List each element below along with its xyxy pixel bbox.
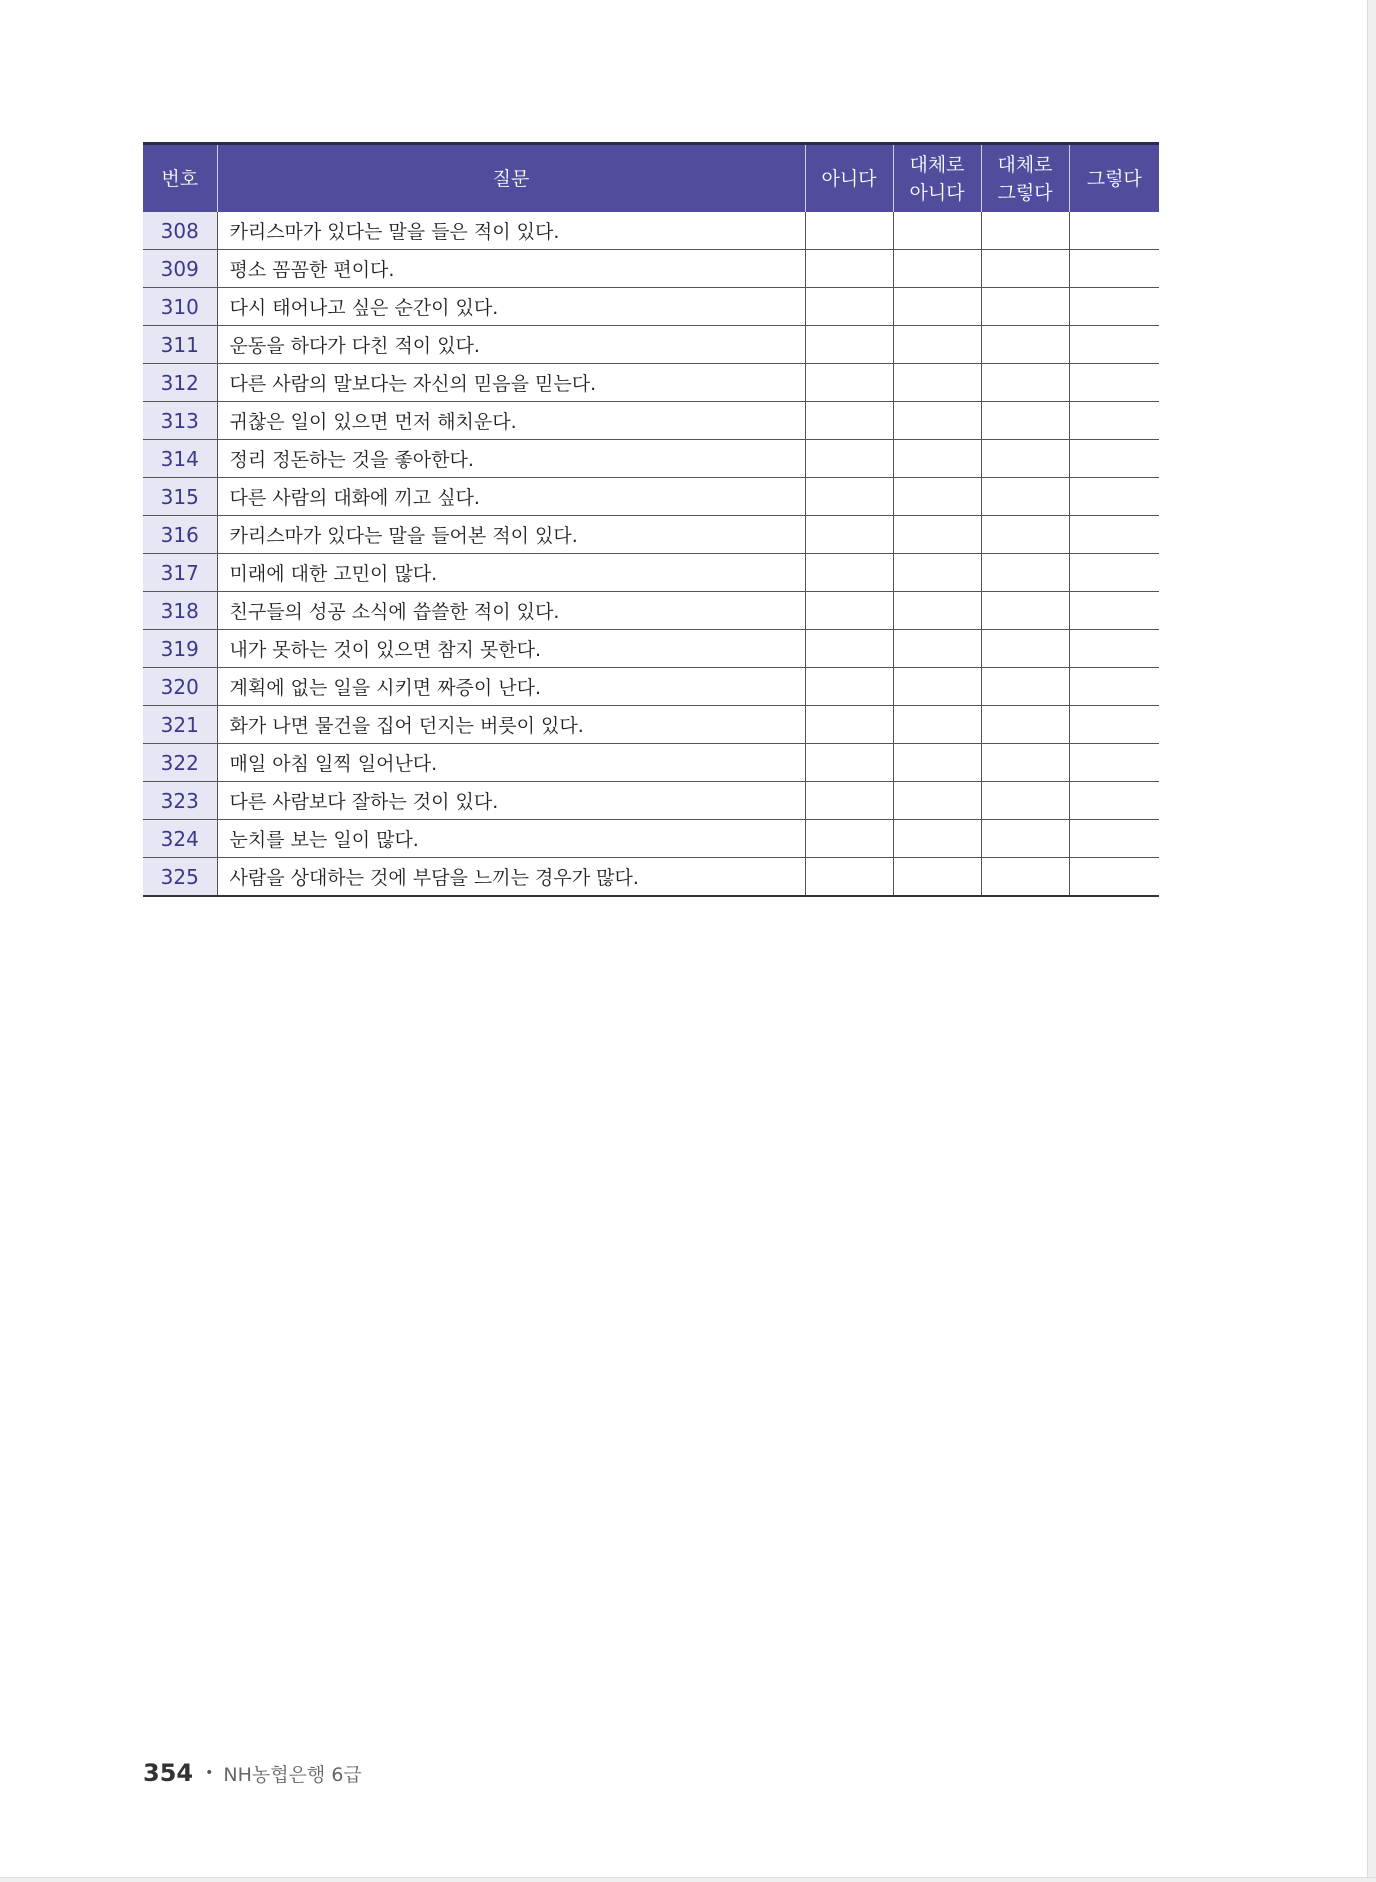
header-mostly-yes-line1: 대체로 [997, 153, 1053, 176]
header-mostly-no [893, 144, 981, 213]
answer-mostly-yes-cell[interactable] [981, 820, 1069, 858]
header-number: 번호 [143, 144, 217, 213]
header-question: 질문 [217, 144, 805, 213]
answer-yes-cell[interactable] [1069, 592, 1159, 630]
answer-mostly-no-cell[interactable] [893, 630, 981, 668]
table-row [143, 250, 1159, 288]
answer-no-cell[interactable] [805, 668, 893, 706]
question-number: 314 [143, 440, 217, 478]
answer-no-cell[interactable] [805, 516, 893, 554]
answer-no-cell[interactable] [805, 250, 893, 288]
answer-mostly-no-cell[interactable] [893, 212, 981, 250]
header-mostly-no-line1: 대체로 [909, 153, 965, 176]
question-text: 다시 태어나고 싶은 순간이 있다. [217, 288, 805, 326]
answer-no-cell[interactable] [805, 440, 893, 478]
answer-mostly-no-cell[interactable] [893, 402, 981, 440]
answer-no-cell[interactable] [805, 630, 893, 668]
answer-mostly-yes-cell[interactable] [981, 554, 1069, 592]
question-number: 315 [143, 478, 217, 516]
answer-mostly-no-cell[interactable] [893, 744, 981, 782]
table-row [143, 326, 1159, 364]
answer-mostly-no-cell[interactable] [893, 516, 981, 554]
question-number: 309 [143, 250, 217, 288]
question-text: 다른 사람의 대화에 끼고 싶다. [217, 478, 805, 516]
answer-yes-cell[interactable] [1069, 440, 1159, 478]
page-edge-bottom [0, 1877, 1376, 1882]
answer-no-cell[interactable] [805, 478, 893, 516]
answer-mostly-no-cell[interactable] [893, 250, 981, 288]
question-number: 308 [143, 212, 217, 250]
answer-yes-cell[interactable] [1069, 364, 1159, 402]
answer-mostly-no-cell[interactable] [893, 440, 981, 478]
personality-survey-table [143, 142, 1159, 897]
table-row [143, 516, 1159, 554]
question-text: 카리스마가 있다는 말을 들어본 적이 있다. [217, 516, 805, 554]
answer-mostly-yes-cell[interactable] [981, 706, 1069, 744]
answer-yes-cell[interactable] [1069, 706, 1159, 744]
question-text: 카리스마가 있다는 말을 들은 적이 있다. [217, 212, 805, 250]
answer-no-cell[interactable] [805, 212, 893, 250]
table-row [143, 630, 1159, 668]
answer-mostly-yes-cell[interactable] [981, 288, 1069, 326]
question-text: 계획에 없는 일을 시키면 짜증이 난다. [217, 668, 805, 706]
question-text: 귀찮은 일이 있으면 먼저 해치운다. [217, 402, 805, 440]
answer-no-cell[interactable] [805, 706, 893, 744]
table-row [143, 554, 1159, 592]
table-row [143, 668, 1159, 706]
question-number: 319 [143, 630, 217, 668]
answer-mostly-no-cell[interactable] [893, 288, 981, 326]
answer-yes-cell[interactable] [1069, 402, 1159, 440]
answer-mostly-no-cell[interactable] [893, 858, 981, 897]
answer-yes-cell[interactable] [1069, 516, 1159, 554]
answer-no-cell[interactable] [805, 326, 893, 364]
bullet-separator: • [205, 1765, 214, 1781]
answer-no-cell[interactable] [805, 402, 893, 440]
answer-yes-cell[interactable] [1069, 744, 1159, 782]
table-row [143, 706, 1159, 744]
answer-mostly-yes-cell[interactable] [981, 326, 1069, 364]
table-row [143, 402, 1159, 440]
answer-mostly-no-cell[interactable] [893, 820, 981, 858]
question-text: 다른 사람보다 잘하는 것이 있다. [217, 782, 805, 820]
question-text: 내가 못하는 것이 있으면 참지 못한다. [217, 630, 805, 668]
question-text: 미래에 대한 고민이 많다. [217, 554, 805, 592]
answer-mostly-yes-cell[interactable] [981, 858, 1069, 897]
table-row [143, 744, 1159, 782]
question-text: 다른 사람의 말보다는 자신의 믿음을 믿는다. [217, 364, 805, 402]
header-mostly-yes-line2: 그렇다 [997, 181, 1053, 204]
answer-yes-cell[interactable] [1069, 668, 1159, 706]
answer-no-cell[interactable] [805, 364, 893, 402]
answer-mostly-no-cell[interactable] [893, 554, 981, 592]
page-number: 354 [143, 1759, 194, 1787]
answer-mostly-no-cell[interactable] [893, 478, 981, 516]
answer-yes-cell[interactable] [1069, 630, 1159, 668]
question-number: 318 [143, 592, 217, 630]
answer-mostly-yes-cell[interactable] [981, 364, 1069, 402]
table-row [143, 288, 1159, 326]
header-yes: 그렇다 [1069, 144, 1159, 213]
table-row [143, 212, 1159, 250]
answer-yes-cell[interactable] [1069, 478, 1159, 516]
question-number: 324 [143, 820, 217, 858]
answer-no-cell[interactable] [805, 288, 893, 326]
answer-mostly-no-cell[interactable] [893, 782, 981, 820]
answer-mostly-yes-cell[interactable] [981, 478, 1069, 516]
answer-yes-cell[interactable] [1069, 288, 1159, 326]
question-text: 친구들의 성공 소식에 씁쓸한 적이 있다. [217, 592, 805, 630]
answer-mostly-no-cell[interactable] [893, 592, 981, 630]
answer-mostly-yes-cell[interactable] [981, 744, 1069, 782]
question-text: 화가 나면 물건을 집어 던지는 버릇이 있다. [217, 706, 805, 744]
header-mostly-yes [981, 144, 1069, 213]
table-row [143, 364, 1159, 402]
question-number: 322 [143, 744, 217, 782]
answer-mostly-yes-cell[interactable] [981, 516, 1069, 554]
answer-yes-cell[interactable] [1069, 782, 1159, 820]
question-number: 321 [143, 706, 217, 744]
answer-mostly-yes-cell[interactable] [981, 402, 1069, 440]
answer-mostly-yes-cell[interactable] [981, 440, 1069, 478]
question-text: 매일 아침 일찍 일어난다. [217, 744, 805, 782]
question-text: 평소 꼼꼼한 편이다. [217, 250, 805, 288]
table-row [143, 478, 1159, 516]
question-number: 311 [143, 326, 217, 364]
question-number: 317 [143, 554, 217, 592]
answer-mostly-no-cell[interactable] [893, 668, 981, 706]
question-number: 313 [143, 402, 217, 440]
question-number: 310 [143, 288, 217, 326]
question-text: 사람을 상대하는 것에 부담을 느끼는 경우가 많다. [217, 858, 805, 897]
table-row [143, 782, 1159, 820]
answer-yes-cell[interactable] [1069, 212, 1159, 250]
answer-mostly-yes-cell[interactable] [981, 212, 1069, 250]
answer-mostly-no-cell[interactable] [893, 364, 981, 402]
page-edge-right [1367, 0, 1376, 1882]
answer-mostly-yes-cell[interactable] [981, 782, 1069, 820]
table-row [143, 592, 1159, 630]
answer-no-cell[interactable] [805, 820, 893, 858]
answer-mostly-yes-cell[interactable] [981, 630, 1069, 668]
answer-yes-cell[interactable] [1069, 326, 1159, 364]
answer-yes-cell[interactable] [1069, 554, 1159, 592]
answer-mostly-yes-cell[interactable] [981, 668, 1069, 706]
question-number: 312 [143, 364, 217, 402]
table-row [143, 440, 1159, 478]
answer-yes-cell[interactable] [1069, 820, 1159, 858]
question-text: 정리 정돈하는 것을 좋아한다. [217, 440, 805, 478]
header-mostly-no-line2: 아니다 [909, 181, 965, 204]
question-number: 323 [143, 782, 217, 820]
answer-no-cell[interactable] [805, 592, 893, 630]
answer-yes-cell[interactable] [1069, 858, 1159, 897]
question-text: 운동을 하다가 다친 적이 있다. [217, 326, 805, 364]
answer-mostly-yes-cell[interactable] [981, 592, 1069, 630]
question-number: 320 [143, 668, 217, 706]
header-no: 아니다 [805, 144, 893, 213]
book-title: NH농협은행 6급 [223, 1763, 362, 1786]
answer-mostly-yes-cell[interactable] [981, 250, 1069, 288]
question-text: 눈치를 보는 일이 많다. [217, 820, 805, 858]
answer-no-cell[interactable] [805, 782, 893, 820]
page-footer [143, 1756, 362, 1790]
table-header-row [143, 144, 1159, 213]
question-number: 316 [143, 516, 217, 554]
answer-mostly-no-cell[interactable] [893, 326, 981, 364]
answer-no-cell[interactable] [805, 554, 893, 592]
answer-no-cell[interactable] [805, 858, 893, 897]
answer-no-cell[interactable] [805, 744, 893, 782]
table-row [143, 858, 1159, 897]
answer-mostly-no-cell[interactable] [893, 706, 981, 744]
table-row [143, 820, 1159, 858]
answer-yes-cell[interactable] [1069, 250, 1159, 288]
question-number: 325 [143, 858, 217, 897]
